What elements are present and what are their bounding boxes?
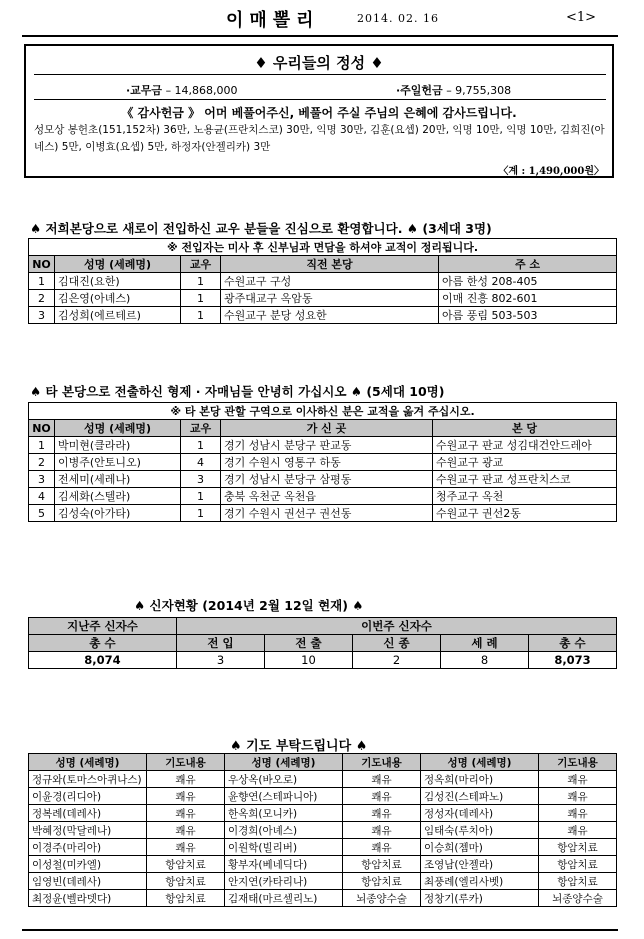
new-parish: 수원교구 판교 성프란치스코 [433, 471, 617, 488]
welcome-note: ※ 전입자는 미사 후 신부님과 면담을 하셔야 교적이 정리됩니다. [29, 239, 617, 256]
prayer-name: 안지연(카타리나) [225, 873, 343, 890]
prayer-name: 이성철(미카엘) [29, 856, 147, 873]
transfer-in-label: 전 입 [177, 635, 265, 652]
prayer-name: 김성진(스테파노) [421, 788, 539, 805]
new-parish: 청주교구 옥천 [433, 488, 617, 505]
table-row [29, 805, 617, 822]
previous-parish: 수원교구 구성 [221, 273, 439, 290]
prayer-intention: 쾌유 [343, 771, 421, 788]
transfer-header-row [29, 420, 617, 437]
column-header: 주 소 [439, 256, 617, 273]
prayer-name: 이윤경(리디아) [29, 788, 147, 805]
table-row [29, 454, 617, 471]
new-believer-label: 신 종 [353, 635, 441, 652]
prayer-name: 정규와(토마스아퀴나스) [29, 771, 147, 788]
column-header: 성명 (세례명) [225, 754, 343, 771]
prayer-intention: 쾌유 [147, 805, 225, 822]
row-number: 1 [29, 273, 55, 290]
member-name: 박미현(클라라) [55, 437, 181, 454]
prayer-intention: 쾌유 [147, 771, 225, 788]
transfer-title: ♠ 타 본당으로 전출하신 형제 · 자매님들 안녕히 가십시오 ♠ (5세대 10명) [30, 384, 445, 399]
offering-title: ♦ 우리들의 정성 ♦ [254, 54, 384, 72]
column-header: 성명 (세례명) [421, 754, 539, 771]
row-number: 3 [29, 307, 55, 324]
member-count: 1 [181, 290, 221, 307]
prayer-name: 임태숙(루치아) [421, 822, 539, 839]
prayer-intention: 쾌유 [539, 788, 617, 805]
table-row [29, 771, 617, 788]
prayer-intention: 항암치료 [343, 873, 421, 890]
table-row [29, 437, 617, 454]
prayer-name: 이승희(젬마) [421, 839, 539, 856]
prayer-name: 황부자(베네딕다) [225, 856, 343, 873]
member-name: 김대진(요한) [55, 273, 181, 290]
prayer-intention: 뇌종양수술 [539, 890, 617, 907]
table-row [29, 856, 617, 873]
prayer-intention: 항암치료 [539, 873, 617, 890]
new-address: 경기 성남시 분당구 삼평동 [221, 471, 433, 488]
new-parish: 수원교구 광교 [433, 454, 617, 471]
offering-divider-1 [34, 74, 606, 75]
table-row [29, 307, 617, 324]
last-week-label: 지난주 신자수 [29, 618, 177, 635]
column-header: NO [29, 420, 55, 437]
prayer-intention: 항암치료 [343, 856, 421, 873]
member-name: 김성희(에르테르) [55, 307, 181, 324]
new-parish: 수원교구 판교 성김대건안드레아 [433, 437, 617, 454]
column-header: 가 신 곳 [221, 420, 433, 437]
sunday-offering-label: ·주일헌금 [396, 84, 443, 97]
new-believer-value: 2 [353, 652, 441, 669]
member-name: 김성숙(아가타) [55, 505, 181, 522]
prayer-name: 한옥희(모니카) [225, 805, 343, 822]
table-row [29, 822, 617, 839]
prayer-name: 정창기(루카) [421, 890, 539, 907]
prayer-name: 이원학(빌리버) [225, 839, 343, 856]
member-count: 1 [181, 488, 221, 505]
column-header: 교우 [181, 420, 221, 437]
row-number: 4 [29, 488, 55, 505]
prayer-name: 윤향연(스테파니아) [225, 788, 343, 805]
prayer-name: 이경주(마리아) [29, 839, 147, 856]
thanks-total: 〈계 : 1,490,000원〉 [498, 166, 604, 177]
column-header: 교우 [181, 256, 221, 273]
baptism-label: 세 례 [441, 635, 529, 652]
prayer-header-row [29, 754, 617, 771]
column-header: 성명 (세례명) [29, 754, 147, 771]
prayer-intention: 쾌유 [539, 805, 617, 822]
table-row [29, 273, 617, 290]
prayer-intention: 쾌유 [147, 788, 225, 805]
address: 아름 풍림 503-503 [439, 307, 617, 324]
member-count: 4 [181, 454, 221, 471]
prayer-intention: 항암치료 [147, 890, 225, 907]
last-total-label: 총 수 [29, 635, 177, 652]
transfer-note: ※ 타 본당 관할 구역으로 이사하신 분은 교적을 옮겨 주십시오. [29, 403, 617, 420]
bulletin-date: 2014. 02. 16 [357, 12, 439, 25]
table-row [29, 873, 617, 890]
member-name: 김세화(스텔라) [55, 488, 181, 505]
table-row [29, 290, 617, 307]
prayer-name: 이경희(아녜스) [225, 822, 343, 839]
tithe-amount [126, 82, 238, 98]
sunday-offering-value: – 9,755,308 [446, 84, 512, 97]
prayer-name: 정옥희(마리아) [421, 771, 539, 788]
transfer-out-value: 10 [265, 652, 353, 669]
stats-title: ♠ 신자현황 (2014년 2월 12일 현재) ♠ [134, 598, 364, 613]
member-count: 1 [181, 505, 221, 522]
this-week-label: 이번주 신자수 [177, 618, 617, 635]
member-name: 이병주(안토니오) [55, 454, 181, 471]
transfer-out-label: 전 출 [265, 635, 353, 652]
table-row [29, 839, 617, 856]
prayer-intention: 항암치료 [539, 856, 617, 873]
previous-parish: 수원교구 분당 성요한 [221, 307, 439, 324]
table-row [29, 488, 617, 505]
prayer-intention: 쾌유 [343, 839, 421, 856]
last-total-value: 8,074 [29, 652, 177, 669]
tithe-label: ·교무금 [126, 84, 163, 97]
row-number: 1 [29, 437, 55, 454]
prayer-name: 최풍례(엘리사벳) [421, 873, 539, 890]
member-count: 1 [181, 307, 221, 324]
member-count: 3 [181, 471, 221, 488]
header-divider [22, 35, 618, 37]
prayer-name: 정복례(데레사) [29, 805, 147, 822]
thanks-donor-list: 성모상 봉헌초(151,152차) 36만, 노용균(프란치스코) 30만, 익명 30만, 김훈(요셉) 20만, 익명 10만, 익명 10만, 김희진(아네스) 5만, 이병효(요셉) 5만, 하정자(안젤리카) 3만 [34, 124, 605, 153]
welcome-header-row [29, 256, 617, 273]
bulletin-title: 이매뽈리 [226, 10, 320, 31]
column-header: 기도내용 [147, 754, 225, 771]
offering-box [24, 44, 614, 178]
member-name: 전세미(세레나) [55, 471, 181, 488]
row-number: 5 [29, 505, 55, 522]
prayer-intention: 쾌유 [147, 839, 225, 856]
prayer-name: 조영남(안젤라) [421, 856, 539, 873]
prayer-name: 최정윤(벨라뎃다) [29, 890, 147, 907]
address: 아름 한성 208-405 [439, 273, 617, 290]
prayer-intention: 뇌종양수술 [343, 890, 421, 907]
member-name: 김은영(아녜스) [55, 290, 181, 307]
member-count: 1 [181, 273, 221, 290]
this-total-value: 8,073 [529, 652, 617, 669]
prayer-intention: 쾌유 [343, 805, 421, 822]
prayer-name: 정성자(데레사) [421, 805, 539, 822]
column-header: 성명 (세례명) [55, 256, 181, 273]
table-row [29, 505, 617, 522]
prayer-intention: 쾌유 [147, 822, 225, 839]
column-header: 성명 (세례명) [55, 420, 181, 437]
address: 이매 진흥 802-601 [439, 290, 617, 307]
prayer-name: 박혜정(막달레나) [29, 822, 147, 839]
prayer-intention: 쾌유 [539, 822, 617, 839]
footer-divider [22, 929, 618, 931]
prayer-title: ♠ 기도 부탁드립니다 ♠ [230, 739, 368, 754]
new-address: 경기 수원시 권선구 권선동 [221, 505, 433, 522]
member-count: 1 [181, 437, 221, 454]
page-number: <1> [566, 10, 597, 25]
column-header: 기도내용 [539, 754, 617, 771]
prayer-intention: 쾌유 [343, 822, 421, 839]
column-header: NO [29, 256, 55, 273]
prayer-table [28, 753, 617, 907]
prayer-intention: 항암치료 [147, 873, 225, 890]
prayer-intention: 쾌유 [539, 771, 617, 788]
new-address: 충북 옥천군 옥천읍 [221, 488, 433, 505]
new-address: 경기 성남시 분당구 판교동 [221, 437, 433, 454]
welcome-title: ♠ 저희본당으로 새로이 전입하신 교우 분들을 진심으로 환영합니다. ♠ (3세대 3명) [30, 221, 492, 236]
new-parish: 수원교구 권선2동 [433, 505, 617, 522]
thanks-title: 《 감사헌금 》 어머 베풀어주신, 베풀어 주실 주님의 은혜에 감사드립니다. [121, 106, 517, 120]
transfer-table [28, 402, 617, 522]
prayer-intention: 항암치료 [147, 856, 225, 873]
this-total-label: 총 수 [529, 635, 617, 652]
previous-parish: 광주대교구 옥암동 [221, 290, 439, 307]
table-row [29, 471, 617, 488]
prayer-intention: 쾌유 [343, 788, 421, 805]
baptism-value: 8 [441, 652, 529, 669]
table-row [29, 890, 617, 907]
column-header: 기도내용 [343, 754, 421, 771]
row-number: 2 [29, 454, 55, 471]
sunday-offering-amount [396, 82, 511, 98]
row-number: 3 [29, 471, 55, 488]
transfer-in-value: 3 [177, 652, 265, 669]
prayer-intention: 항암치료 [539, 839, 617, 856]
prayer-name: 우상옥(바오로) [225, 771, 343, 788]
offering-divider-2 [34, 99, 606, 100]
welcome-table [28, 238, 617, 324]
new-address: 경기 수원시 영통구 하동 [221, 454, 433, 471]
prayer-name: 김재태(마르셀리노) [225, 890, 343, 907]
stats-table [28, 617, 617, 669]
tithe-value: – 14,868,000 [165, 84, 238, 97]
column-header: 본 당 [433, 420, 617, 437]
table-row [29, 788, 617, 805]
row-number: 2 [29, 290, 55, 307]
column-header: 직전 본당 [221, 256, 439, 273]
prayer-name: 임영빈(데레사) [29, 873, 147, 890]
